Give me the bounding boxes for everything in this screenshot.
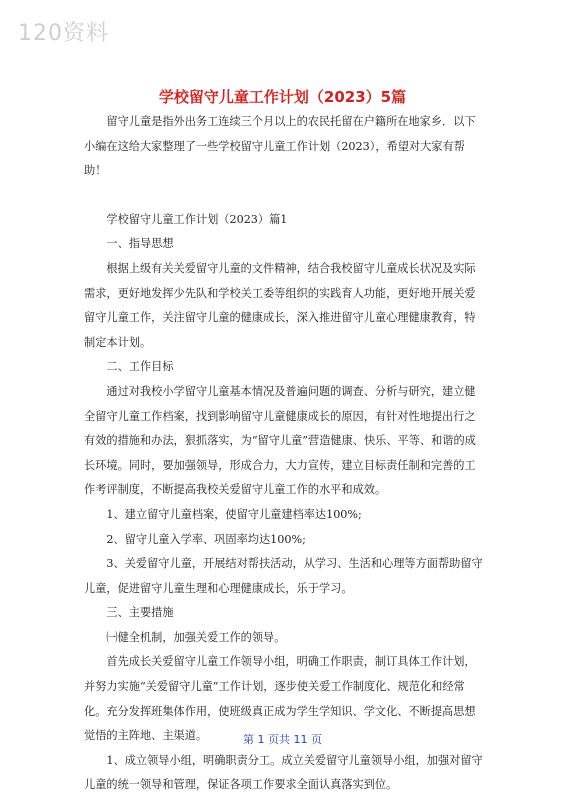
paragraph-measures: 首先成长关爱留守儿童工作领导小组，明确工作职责，制订具体工作计划，并努力实施“关爱留守儿童”工作计划，逐步使关爱工作制度化、规范化和经常化。充分发挥班集体作用，使班级真正成为学生学知识、学文化、不断提高思想觉悟的主阵地、主渠道。: [84, 655, 476, 743]
document-title: 学校留守儿童工作计划（2023）5篇: [158, 88, 407, 106]
paragraph-guiding-ideology: 根据上级有关关爱留守儿童的文件精神，结合我校留守儿童成长状况及实际需求，更好地发挥少先队和学校关工委等组织的实践育人功能，更好地开展关爱留守儿童工作，关注留守儿童的健康成长，深入推进留守儿童心理健康教育，特制定本计划。: [84, 261, 476, 349]
watermark-logo: 120资料: [18, 21, 109, 46]
goal-item-1: 1、建立留守儿童档案，使留守儿童建档率达100%;: [106, 507, 362, 521]
page-number: 第 1 页共 11 页: [243, 733, 322, 746]
section-subtitle: 学校留守儿童工作计划（2023）篇1: [106, 212, 288, 226]
document-body: [84, 110, 486, 798]
paragraph-leadership-group: 1、成立领导小组，明确职责分工。成立关爱留守儿童领导小组，加强对留守儿童的统一领导和管理，保证各项工作要求全面认真落实到位。: [84, 753, 483, 792]
heading-work-goals: 二、工作目标: [106, 360, 174, 374]
intro-paragraph: 留守儿童是指外出务工连续三个月以上的农民托留在户籍所在地家乡．以下小编在这给大家整理了一些学校留守儿童工作计划（2023），希望对大家有帮助！: [84, 115, 476, 178]
paragraph-work-goals: 通过对我校小学留守儿童基本情况及普遍问题的调查、分析与研究，建立健全留守儿童工作档案，找到影响留守儿童健康成长的原因，有针对性地提出行之有效的措施和办法，狠抓落实，为“留守儿童”营造健康、快乐、平等、和谐的成长环境。同时，要加强领导，形成合力，大力宣传，建立目标责任制和完善的工作考评制度，不断提高我校关爱留守儿童工作的水平和成效。: [84, 384, 476, 497]
measure-item-1: ㈠健全机制，加强关爱工作的领导。: [106, 630, 286, 644]
heading-main-measures: 三、主要措施: [106, 606, 174, 620]
spacer: [84, 184, 486, 208]
goal-item-2: 2、留守儿童入学率、巩固率均达100%;: [106, 532, 306, 546]
heading-guiding-ideology: 一、指导思想: [106, 237, 174, 251]
goal-item-3: 3、关爱留守儿童，开展结对帮扶活动，从学习、生活和心理等方面帮助留守儿童，促进留守儿童生理和心理健康成长，乐于学习。: [84, 557, 483, 595]
